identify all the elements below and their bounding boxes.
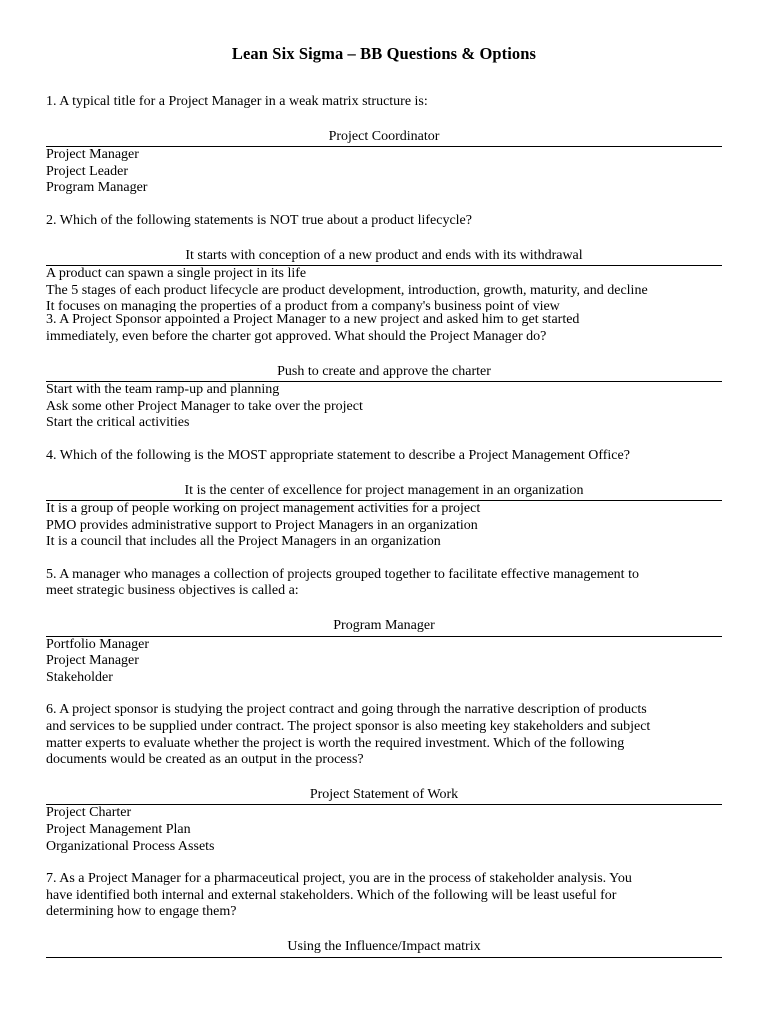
question-text: 7. As a Project Manager for a pharmaceutical project, you are in the process of stakeholder analysis. You have identified both internal and external stakeholders. Which of the following will be least useful for determining how to engage them? — [46, 871, 632, 920]
question-list — [46, 94, 722, 958]
document-page — [46, 0, 722, 958]
correct-answer: Project Coordinator — [46, 129, 722, 148]
question-text: 4. Which of the following is the MOST appropriate statement to describe a Project Management Office? — [46, 447, 630, 463]
option-item: Project Manager — [46, 653, 139, 669]
question-block — [46, 312, 722, 432]
option-item: Project Charter — [46, 805, 132, 821]
option-item: Ask some other Project Manager to take over the project — [46, 398, 363, 414]
question-block — [46, 94, 722, 197]
option-item: It is a council that includes all the Project Managers in an organization — [46, 534, 441, 550]
question-block — [46, 871, 722, 957]
question-text: 2. Which of the following statements is NOT true about a product lifecycle? — [46, 212, 472, 228]
option-item: Start the critical activities — [46, 415, 190, 431]
question-block — [46, 448, 722, 551]
option-list — [46, 637, 722, 687]
correct-answer: Project Statement of Work — [46, 787, 722, 806]
option-item: Organizational Process Assets — [46, 838, 215, 854]
correct-answer: Program Manager — [46, 618, 722, 637]
option-list — [46, 266, 722, 312]
option-item: Project Management Plan — [46, 822, 191, 837]
correct-answer: It is the center of excellence for project management in an organization — [46, 483, 722, 502]
option-list — [46, 501, 722, 551]
option-item: A product can spawn a single project in its life — [46, 266, 307, 282]
question-text: 3. A Project Sponsor appointed a Project Manager to a new project and asked him to get started immediately, even before the charter got approved. What should the Project Manager do? — [46, 312, 580, 344]
option-item: Project Manager — [46, 147, 139, 163]
option-list — [46, 382, 722, 432]
correct-answer: Push to create and approve the charter — [46, 364, 722, 383]
option-item: Start with the team ramp-up and planning — [46, 382, 280, 398]
option-item: Stakeholder — [46, 669, 113, 685]
question-block — [46, 213, 722, 312]
option-list — [46, 805, 722, 855]
option-item: Portfolio Manager — [46, 636, 150, 652]
option-item: The 5 stages of each product lifecycle are product development, introduction, growth, maturity, and decline — [46, 282, 648, 298]
question-text: 5. A manager who manages a collection of projects grouped together to facilitate effective management to meet strategic business objectives is called a: — [46, 566, 639, 599]
option-list — [46, 147, 722, 197]
question-block — [46, 702, 722, 855]
correct-answer: Using the Influence/Impact matrix — [46, 939, 722, 958]
question-text: 6. A project sponsor is studying the project contract and going through the narrative description of products and services to be supplied under contract. The project sponsor is also meeting key stakeholders and subject matter experts to evaluate whether the project is worth the required investment. Which of the following documents would be created as an output in the process? — [46, 702, 651, 768]
document-title: Lean Six Sigma – BB Questions & Options — [231, 44, 537, 63]
correct-answer: It starts with conception of a new product and ends with its withdrawal — [46, 248, 722, 267]
option-item: It focuses on managing the properties of a product from a company's business point of view — [46, 299, 560, 313]
option-item: Program Manager — [46, 180, 148, 196]
option-item: Project Leader — [46, 163, 129, 179]
question-text: 1. A typical title for a Project Manager in a weak matrix structure is: — [46, 94, 428, 109]
option-item: PMO provides administrative support to Project Managers in an organization — [46, 517, 478, 533]
question-block — [46, 567, 722, 687]
option-item: It is a group of people working on project management activities for a project — [46, 501, 481, 517]
